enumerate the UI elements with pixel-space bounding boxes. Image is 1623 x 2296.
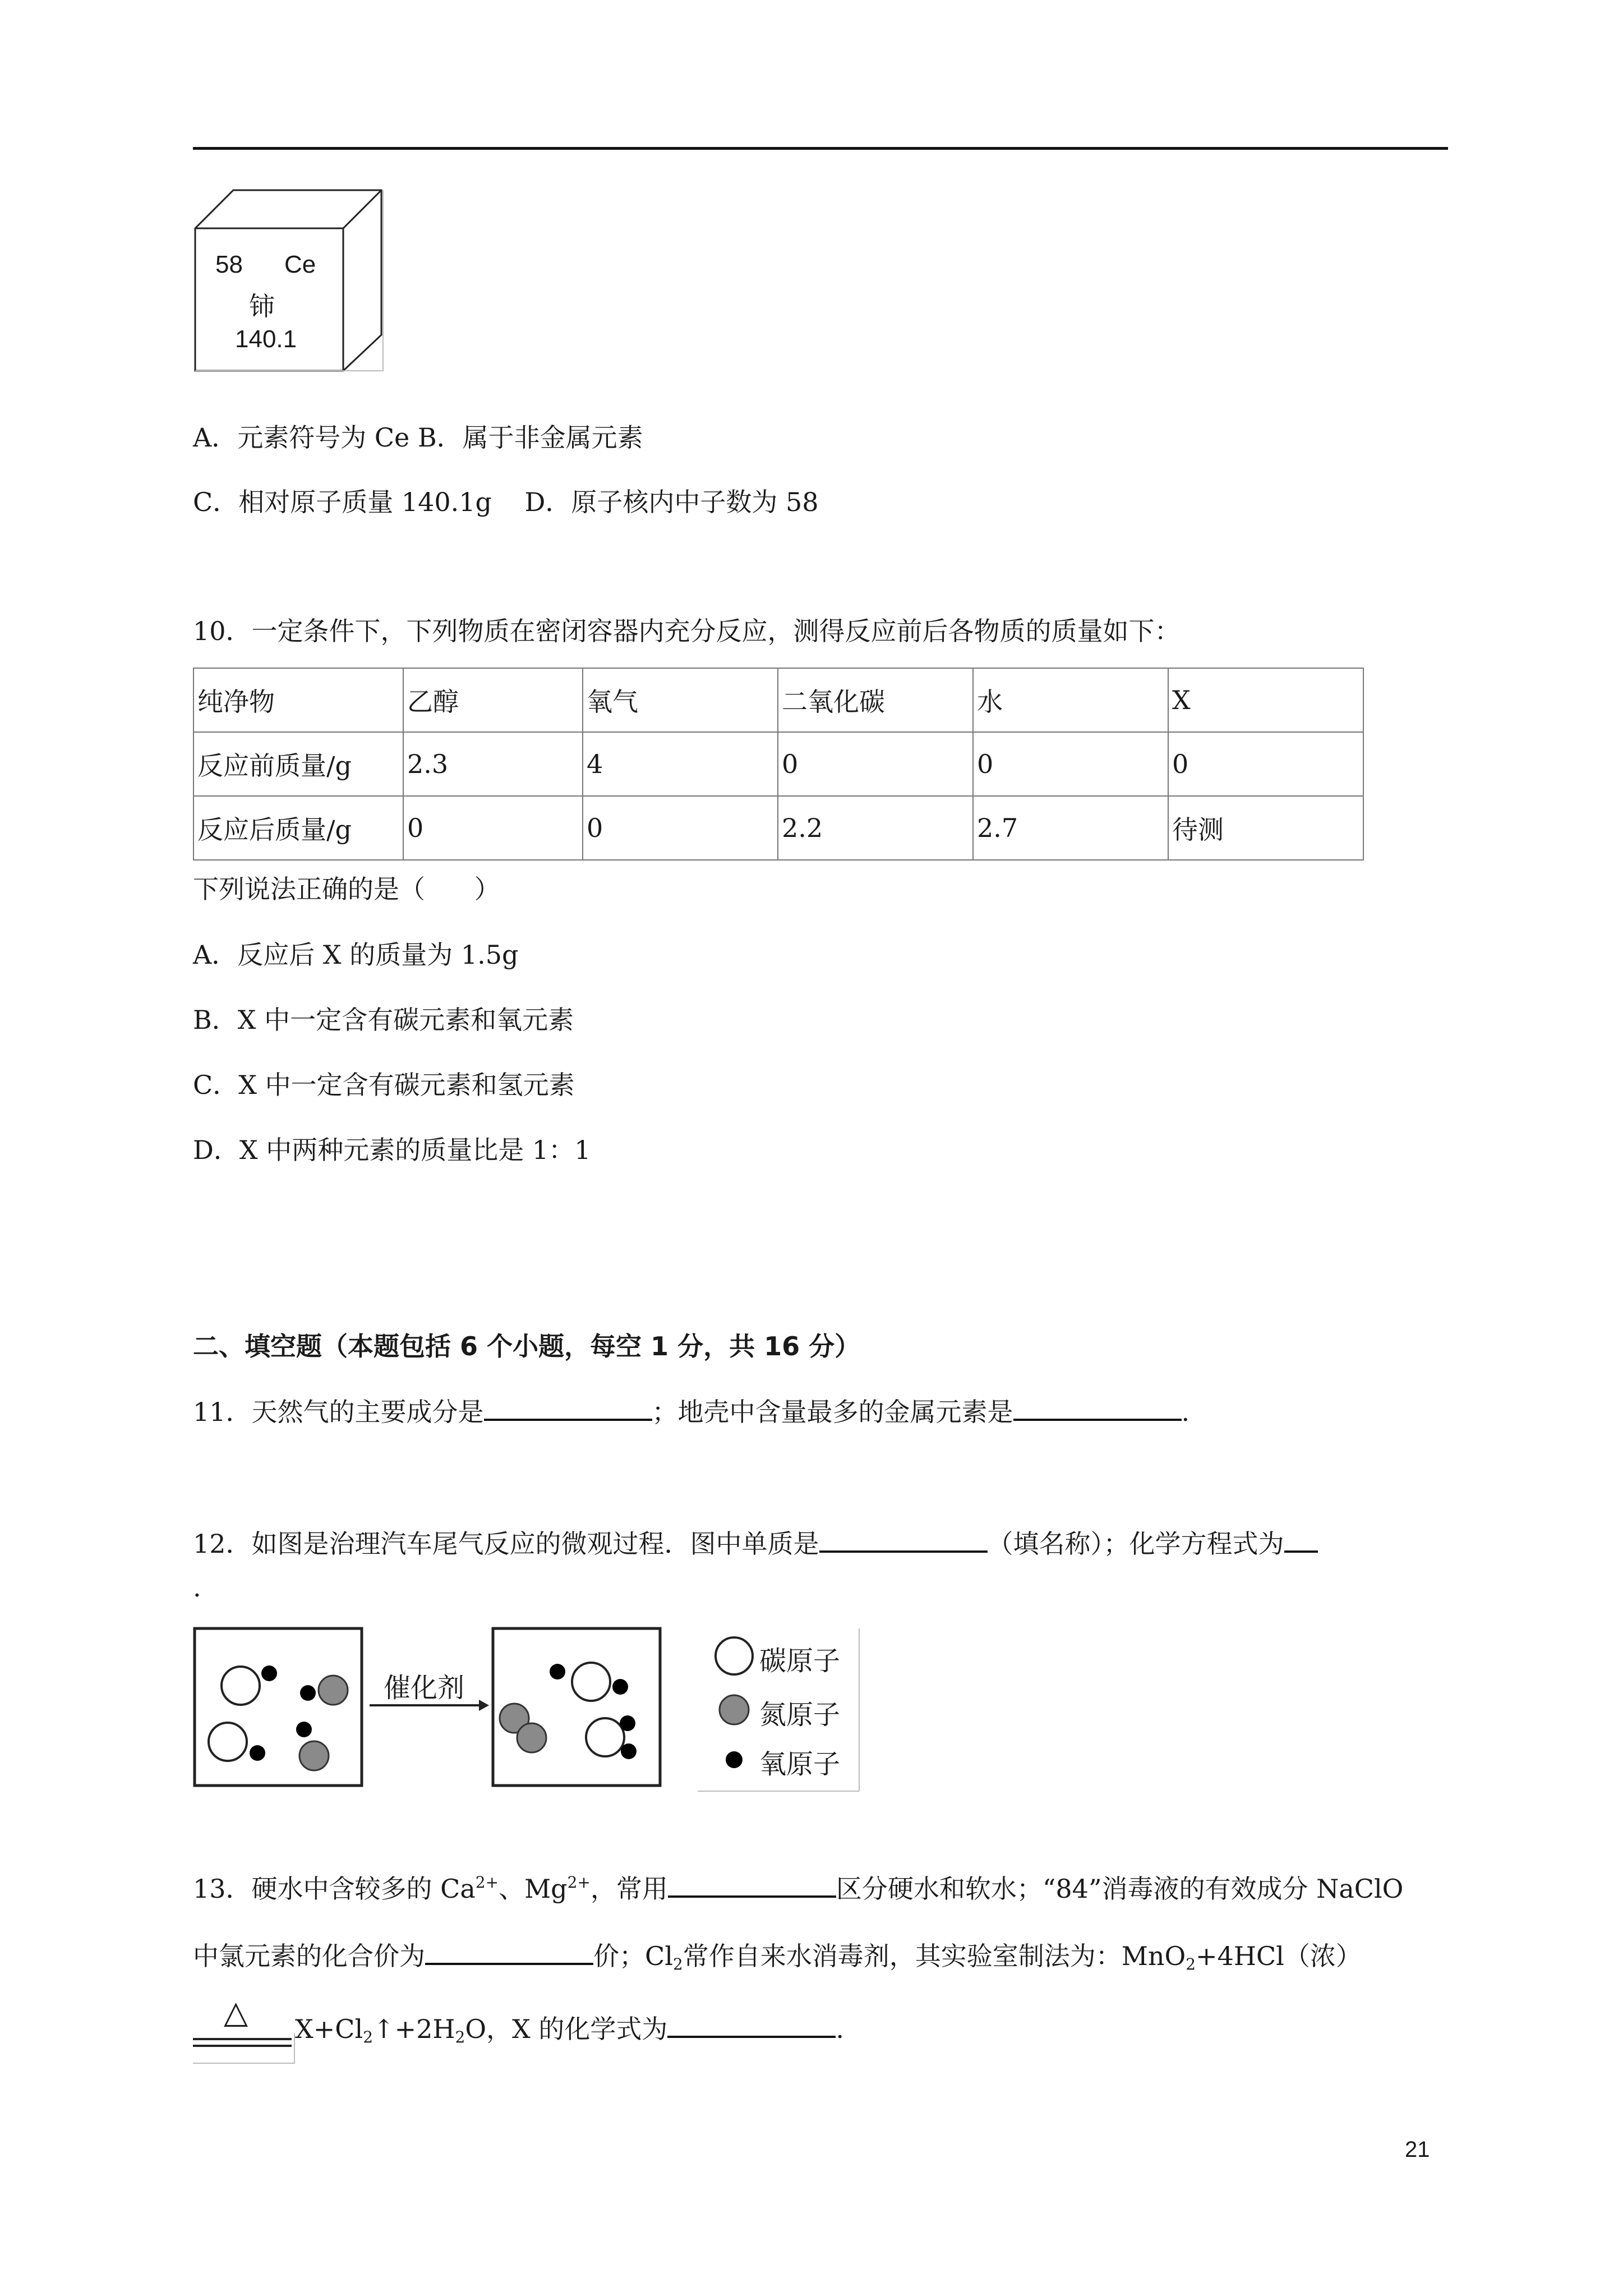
section-heading: 二、填空题（本题包括 6 个小题，每空 1 分，共 16 分） — [193, 1331, 861, 1361]
answer-blank — [668, 1871, 836, 1898]
legend-nitrogen: 氮原子 — [759, 1699, 841, 1731]
legend-oxygen: 氧原子 — [759, 1749, 841, 1780]
heat-triangle-icon: △ — [224, 1994, 248, 2031]
equals-line-top — [193, 2038, 292, 2040]
product-molecules — [500, 1663, 637, 1759]
table-cell: 2.7 — [973, 796, 1168, 860]
table-cell: 0 — [583, 796, 778, 860]
ca-charge: 2+ — [475, 1873, 499, 1892]
table-cell: 氧气 — [583, 668, 778, 732]
mass-table — [193, 668, 1364, 861]
answer-blank — [1284, 1526, 1318, 1553]
q13-text: O，X 的化学式为 — [465, 2014, 668, 2044]
catalyst-label: 催化剂 — [384, 1672, 465, 1704]
q12-end: . — [193, 1572, 201, 1603]
q10-option-c: C．X 中一定含有碳元素和氢元素 — [193, 1070, 575, 1100]
subscript: 2 — [455, 2028, 465, 2046]
q10-prompt: 下列说法正确的是（ ） — [193, 874, 500, 904]
page-number: 21 — [1405, 2137, 1430, 2162]
q11-text-c: . — [1181, 1397, 1190, 1427]
table-cell: 待测 — [1168, 796, 1363, 860]
table-cell: 0 — [1168, 732, 1363, 796]
answer-blank — [667, 2011, 836, 2038]
reactant-molecules — [209, 1665, 348, 1770]
q13-text: +4HCl（浓） — [1196, 1941, 1362, 1971]
q13-text: ，常用 — [590, 1874, 668, 1904]
before-box — [195, 1628, 362, 1786]
table-cell: 0 — [403, 796, 583, 860]
q13-text: 价；Cl — [593, 1941, 673, 1971]
element-symbol: Ce — [284, 251, 316, 278]
table-cell: 乙醇 — [403, 668, 583, 732]
atomic-mass: 140.1 — [235, 325, 297, 353]
table-cell: 反应前质量/g — [193, 732, 403, 796]
q10-option-a: A．反应后 X 的质量为 1.5g — [193, 940, 519, 970]
nitrogen-symbol — [720, 1695, 749, 1724]
subscript: 2 — [672, 1955, 683, 1973]
carbon-symbol — [716, 1637, 753, 1674]
q12-text-b: （填名称）；化学方程式为 — [987, 1529, 1284, 1559]
table-cell: 水 — [973, 668, 1168, 732]
q9-options-ab: A．元素符号为 Ce B．属于非金属元素 — [193, 422, 643, 453]
q13-text: 、Mg — [499, 1874, 568, 1904]
legend-carbon: 碳原子 — [759, 1645, 841, 1677]
q13-line3 — [295, 2011, 844, 2046]
table-row — [193, 668, 1363, 732]
q13-text: ↑+2H — [373, 2014, 455, 2044]
figure-border — [193, 2063, 294, 2064]
table-cell: 0 — [973, 732, 1168, 796]
answer-blank — [1013, 1394, 1182, 1421]
table-cell: 2.3 — [403, 732, 583, 796]
q13-text: 区分硬水和软水；“84”消毒液的有效成分 NaClO — [836, 1874, 1404, 1904]
element-name: 铈 — [249, 291, 275, 321]
table-row — [193, 732, 1363, 796]
mg-charge: 2+ — [567, 1873, 591, 1892]
table-cell: 0 — [778, 732, 973, 796]
q10-option-d: D．X 中两种元素的质量比是 1：1 — [193, 1135, 591, 1165]
q13-line2 — [193, 1938, 1362, 1973]
answer-blank — [819, 1526, 988, 1553]
q13-text: 常作自来水消毒剂，其实验室制法为：MnO — [683, 1941, 1186, 1971]
q10-option-b: B．X 中一定含有碳元素和氧元素 — [193, 1005, 574, 1035]
q13-text: 中氯元素的化合价为 — [193, 1941, 425, 1971]
legend-symbols — [716, 1637, 753, 1768]
table-cell: 纯净物 — [193, 668, 403, 732]
oxygen-symbol — [726, 1751, 743, 1768]
table-cell: X — [1168, 668, 1363, 732]
q12-text-a: 12．如图是治理汽车尾气反应的微观过程．图中单质是 — [193, 1529, 819, 1559]
element-card-figure — [193, 188, 384, 373]
answer-blank — [484, 1394, 652, 1421]
q13-line1 — [193, 1871, 1403, 1906]
q13-text: . — [836, 2014, 845, 2044]
subscript: 2 — [1186, 1955, 1196, 1973]
table-cell: 4 — [583, 732, 778, 796]
table-cell: 二氧化碳 — [778, 668, 973, 732]
table-cell: 2.2 — [778, 796, 973, 860]
subscript: 2 — [363, 2028, 374, 2046]
q10-stem: 10．一定条件下，下列物质在密闭容器内充分反应，测得反应前后各物质的质量如下： — [193, 616, 1181, 646]
header-rule — [193, 147, 1448, 150]
heating-condition — [193, 1994, 295, 2064]
answer-blank — [425, 1938, 593, 1965]
q13-text: X+Cl — [295, 2014, 363, 2044]
reaction-diagram — [193, 1627, 866, 1795]
atomic-number: 58 — [215, 251, 243, 278]
table-cell: 反应后质量/g — [193, 796, 403, 860]
q11-text-a: 11．天然气的主要成分是 — [193, 1397, 484, 1427]
table-row — [193, 796, 1363, 860]
q11-text-b: ；地壳中含量最多的金属元素是 — [652, 1397, 1013, 1427]
q11 — [193, 1394, 1189, 1429]
q13-text: 13．硬水中含较多的 Ca — [193, 1874, 476, 1904]
q12 — [193, 1526, 1318, 1561]
equals-line-bottom — [193, 2045, 292, 2047]
q9-options-cd: C．相对原子质量 140.1g D．原子核内中子数为 58 — [193, 487, 819, 517]
